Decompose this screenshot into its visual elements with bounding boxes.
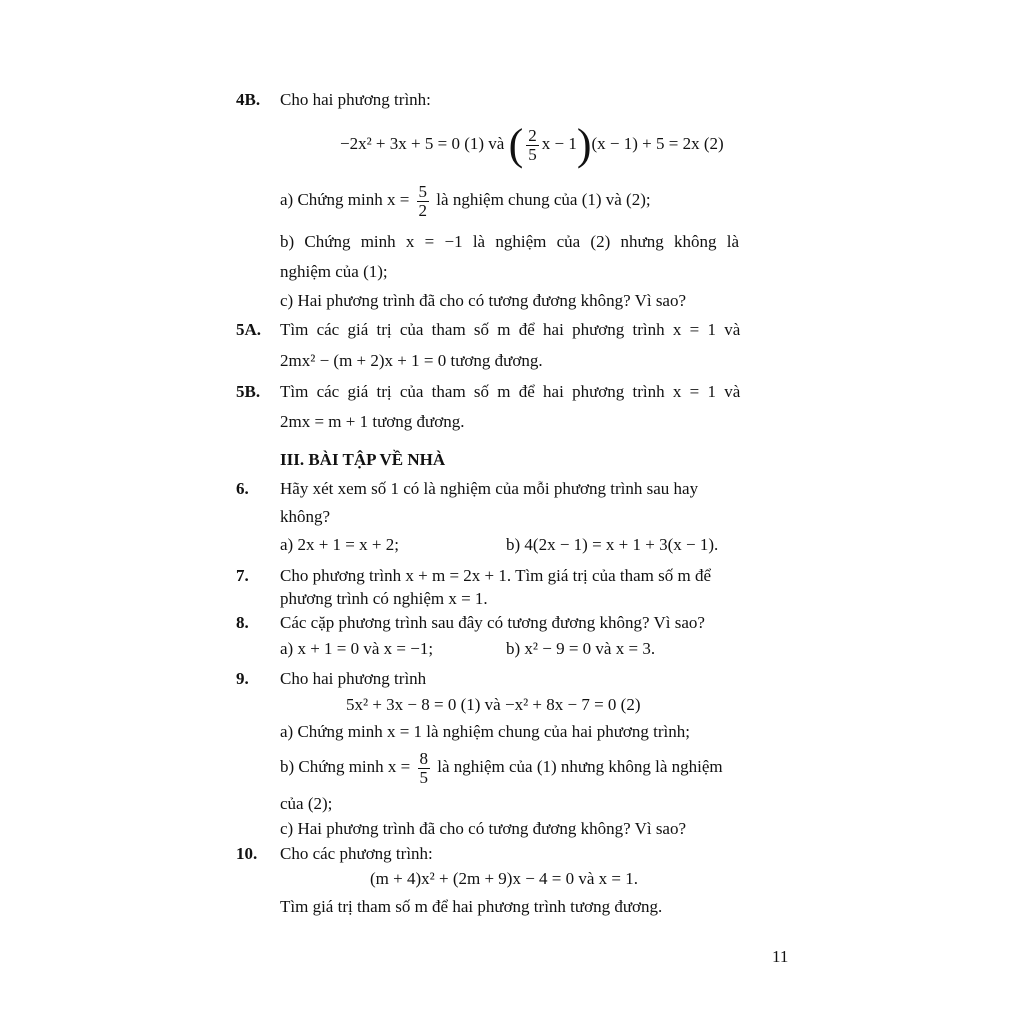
- problem-part-c: c) Hai phương trình đã cho có tương đương không? Vì sao?: [280, 819, 687, 838]
- equation-part: x − 1: [541, 134, 577, 153]
- problem-part-b: b) 4(2x − 1) = x + 1 + 3(x − 1).: [506, 535, 719, 554]
- problem-number: 7.: [236, 566, 249, 585]
- problem-text: Hãy xét xem số 1 có là nghiệm của mỗi phương trình sau hay: [280, 479, 699, 498]
- equation-part: (x − 1) + 5 = 2x (2): [591, 134, 724, 153]
- problem-number: 8.: [236, 613, 249, 632]
- problem-text: không?: [280, 507, 331, 526]
- page-number: 11: [772, 947, 789, 966]
- problem-part-b: b) Chứng minh x = −1 là nghiệm của (2) nhưng không là: [280, 232, 739, 251]
- problem-part-c: c) Hai phương trình đã cho có tương đương không? Vì sao?: [280, 291, 687, 310]
- problem-text: Cho phương trình x + m = 2x + 1. Tìm giá trị của tham số m để: [280, 566, 712, 585]
- problem-text: Tìm các giá trị của tham số m để hai phương trình x = 1 và: [280, 382, 741, 401]
- problem-text: phương trình có nghiệm x = 1.: [280, 589, 488, 608]
- problem-part-b: b) x² − 9 = 0 và x = 3.: [506, 639, 656, 658]
- paren-close: ): [576, 120, 592, 170]
- problem-number: 9.: [236, 669, 249, 688]
- problem-text: Các cặp phương trình sau đây có tương đương không? Vì sao?: [280, 613, 705, 632]
- problem-text: 2mx = m + 1 tương đương.: [280, 412, 465, 431]
- problem-part-a: a) Chứng minh x = 1 là nghiệm chung của hai phương trình;: [280, 722, 690, 741]
- problem-number: 5B.: [236, 382, 261, 401]
- problem-text: Cho hai phương trình: [280, 669, 427, 688]
- problem-number: 5A.: [236, 320, 262, 339]
- problem-part-a: a) Chứng minh x = $\frac{5}{2}$ là nghiệm chung của (1) và (2);: [280, 181, 651, 220]
- fraction: $\frac{2}{5}$: [528, 125, 537, 164]
- problem-number: 10.: [236, 844, 258, 863]
- problem-text: 2mx² − (m + 2)x + 1 = 0 tương đương.: [280, 351, 543, 370]
- problem-text: Cho hai phương trình:: [280, 90, 431, 109]
- section-title: III. BÀI TẬP VỀ NHÀ: [280, 450, 446, 469]
- problem-number: 4B.: [236, 90, 261, 109]
- fraction: $\frac{5}{2}$: [418, 181, 428, 220]
- equation: [340, 120, 724, 170]
- equation: 5x² + 3x − 8 = 0 (1) và −x² + 8x − 7 = 0 (2): [346, 695, 641, 714]
- fraction: $\frac{8}{5}$: [419, 748, 428, 787]
- problem-part-a: a) x + 1 = 0 và x = −1;: [280, 639, 434, 658]
- equation-part: −2x² + 3x + 5 = 0 (1) và: [340, 134, 509, 153]
- problem-text: Tìm các giá trị của tham số m để hai phương trình x = 1 và: [280, 320, 741, 339]
- problem-part-b: của (2);: [280, 794, 333, 813]
- problem-number: 6.: [236, 479, 249, 498]
- equation: (m + 4)x² + (2m + 9)x − 4 = 0 và x = 1.: [370, 869, 639, 888]
- problem-part-b: nghiệm của (1);: [280, 262, 388, 281]
- problem-text: Tìm giá trị tham số m để hai phương trình tương đương.: [280, 897, 663, 916]
- paren-open: (: [508, 120, 524, 170]
- problem-text: Cho các phương trình:: [280, 844, 433, 863]
- problem-part-a: a) 2x + 1 = x + 2;: [280, 535, 399, 554]
- problem-part-b: b) Chứng minh x = $\frac{8}{5}$ là nghiệm của (1) nhưng không là nghiệm: [280, 748, 723, 787]
